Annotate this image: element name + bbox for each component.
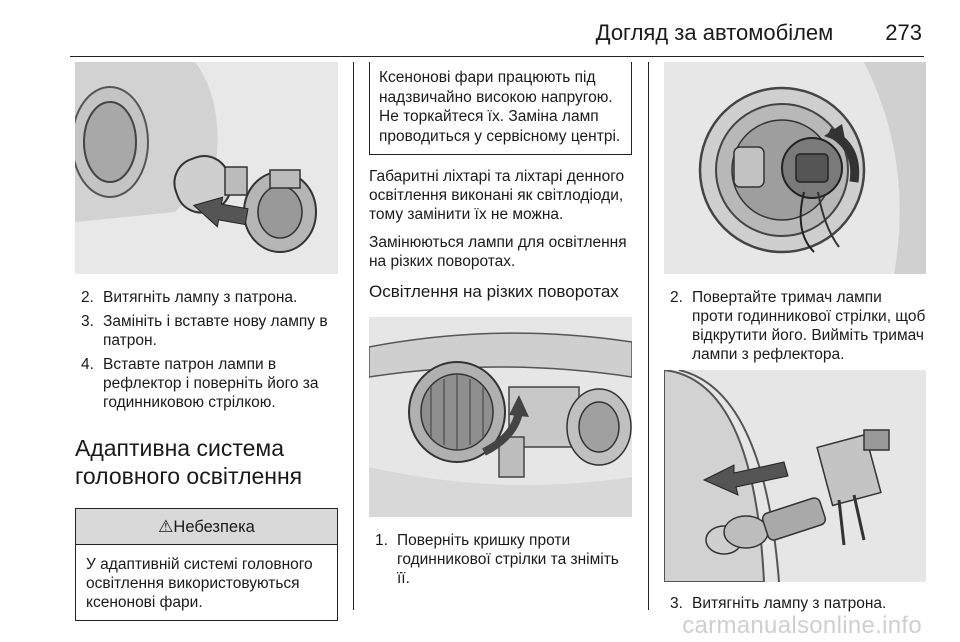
header-title: Догляд за автомобілем (595, 20, 834, 45)
list-item: 4. Вставте патрон лампи в рефлектор і поверніть його за годинниковою стрілкою. (81, 356, 319, 411)
column-divider-2 (648, 62, 649, 610)
paragraph: Замінюються лампи для освітлення на різких поворотах. (369, 234, 627, 270)
figure-cover-removal (369, 317, 632, 517)
steps-list-1 (75, 288, 338, 412)
list-item: 3. Замініть і вставте нову лампу в патрон. (81, 313, 328, 349)
page-number: 273 (885, 20, 922, 45)
figure-bulb-removal (75, 62, 338, 274)
section-title: Адаптивна система головного освітлення (75, 435, 303, 489)
list-item: 3. Витягніть лампу з патрона. (670, 595, 887, 612)
warning-text: У адаптивній системі головного освітлення використовуються ксенонові фари. (86, 556, 313, 611)
warning-header (76, 509, 337, 545)
paragraph: Габаритні ліхтарі та ліхтарі денного освітлення виконані як світлодіоди, тому замінити їх не можна. (369, 168, 625, 223)
warning-continuation-box: Ксенонові фари працюють під надзвичайно високою напругою. Не торкайтеся їх. Заміна ламп проводиться у сервісному центрі. (369, 62, 632, 155)
page-header (596, 20, 922, 46)
steps-list-2 (369, 531, 632, 588)
steps-list-3a (664, 288, 926, 364)
warning-triangle-icon: ⚠ (158, 517, 174, 536)
column-divider-1 (353, 62, 354, 610)
list-item: 1. Поверніть кришку проти годинникової стрілки та зніміть її. (375, 532, 619, 587)
steps-list-3b (664, 594, 926, 613)
warning-box (75, 508, 338, 621)
column-1 (75, 62, 338, 621)
column-3 (664, 62, 926, 618)
list-item: 2. Повертайте тримач лампи проти годинникової стрілки, щоб відкрутити його. Вийміть тримач лампи з рефлектора. (670, 289, 926, 363)
list-item: 2. Витягніть лампу з патрона. (81, 289, 298, 306)
header-rule (70, 56, 924, 57)
warning-title: Небезпека (173, 518, 255, 536)
figure-holder-rotation (664, 62, 926, 274)
figure-bulb-extraction (664, 370, 926, 582)
column-2 (369, 62, 632, 593)
subsection-title: Освітлення на різких поворотах (369, 282, 619, 301)
watermark: carmanualsonline.info (682, 612, 922, 639)
